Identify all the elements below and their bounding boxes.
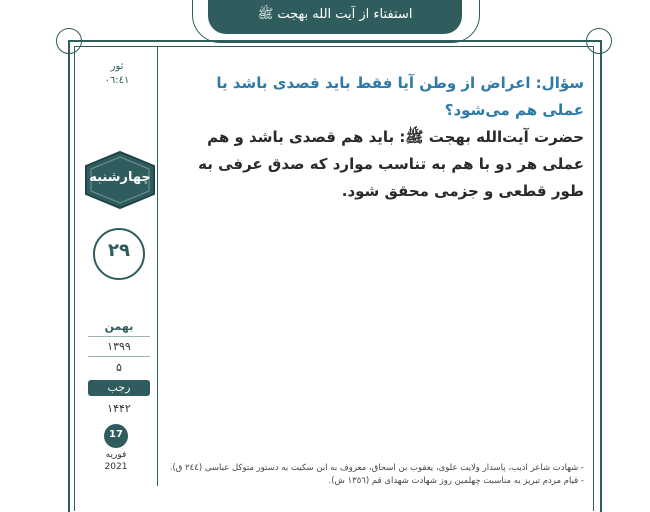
gregorian-month: فوریه — [105, 450, 127, 460]
sidebar-season-time — [92, 60, 142, 88]
lunar-month: رجب — [107, 381, 131, 394]
corner-ornament-top-right — [586, 28, 612, 54]
sidebar-divider — [157, 46, 158, 486]
question-text: سؤال: اعراض از وطن آیا فقط باید قصدی باشد یا عملی هم می‌شود؟ — [216, 74, 584, 119]
corner-ornament-top-left — [56, 28, 82, 54]
answer-text: حضرت آیت‌الله بهجت ﷺ: باید هم قصدی باشد و هم عملی هر دو با هم به تناسب موارد که صدق عرفی به طور قطعی و جزمی محقق شود. — [198, 128, 584, 200]
footnotes — [170, 462, 584, 488]
season-label: ثور — [110, 61, 124, 72]
solar-month: بهمن — [104, 320, 134, 333]
divider — [88, 336, 150, 337]
time-label: ۰٦:٤١ — [104, 75, 130, 86]
weekday-label: چهارشنبه — [89, 170, 151, 185]
gregorian-day: 17 — [109, 429, 123, 440]
solar-year: ۱۳۹۹ — [107, 340, 131, 353]
day-number: ۲۹ — [108, 240, 130, 261]
gregorian-year: 2021 — [104, 462, 128, 472]
divider — [88, 356, 150, 357]
footnote-1: - شهادت شاعر ادیب، پاسدار ولایت علوی، یعقوب بن اسحاق، معروف به ابن سکیت به دستور متوکل عباسی (٢٤٤ ق). — [170, 463, 584, 473]
footnote-2: - قیام مردم تبریز به مناسبت چهلمین روز شهادت شهدای قم (١٣٥٦ ش). — [328, 476, 584, 486]
lunar-year: ۱۴۴۲ — [107, 402, 131, 415]
header-title: استفتاء از آیت الله بهجت ﷺ — [257, 7, 413, 22]
lunar-day: ۵ — [116, 361, 122, 374]
main-content — [170, 70, 584, 205]
